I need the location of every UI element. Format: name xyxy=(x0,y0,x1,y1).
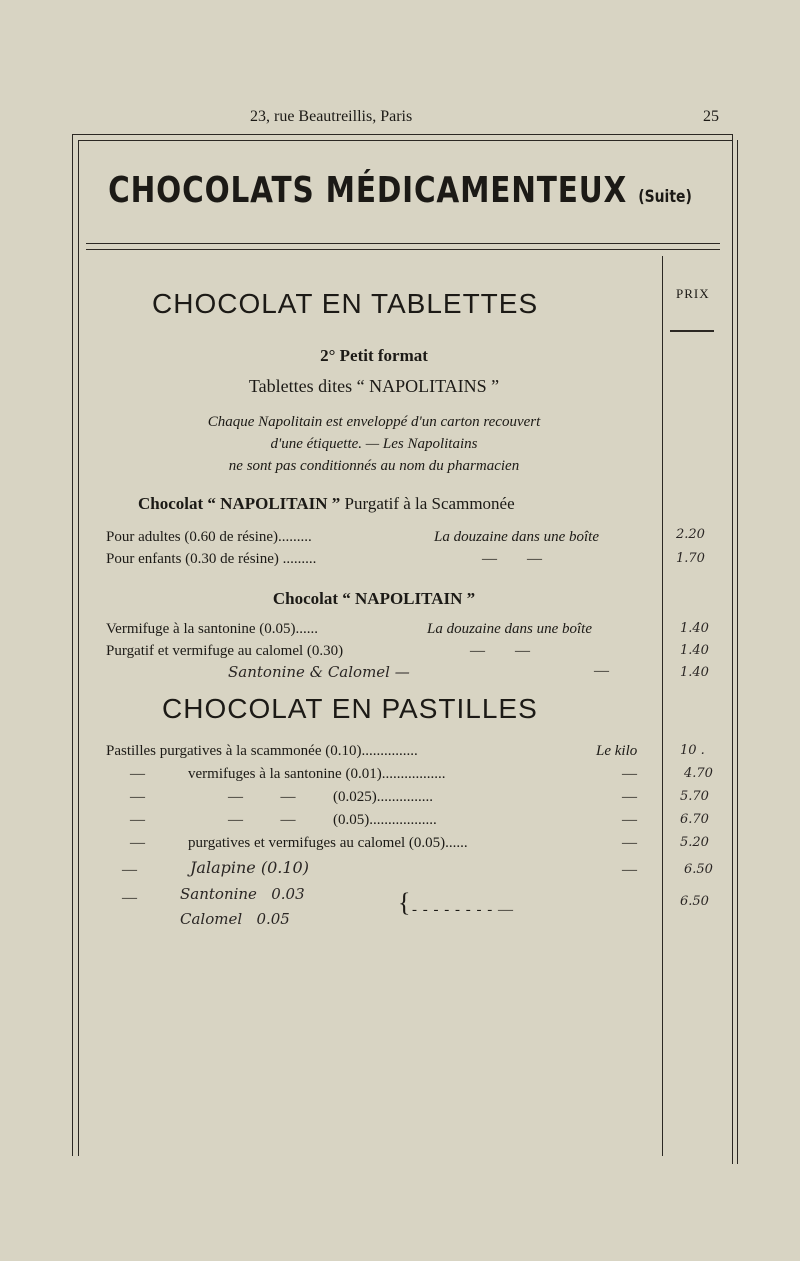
pastille-row-1-price: 10 . xyxy=(680,743,705,758)
pastille-row-4-unit: — xyxy=(622,812,637,828)
note-line-1: Chaque Napolitain est enveloppé d'un carton recouvert xyxy=(207,414,541,430)
group2-heading: Chocolat “ NAPOLITAIN ” xyxy=(272,589,476,608)
section-title-tablettes: CHOCOLAT EN TABLETTES xyxy=(152,288,539,319)
handwritten-row-2-line-2: Calomel 0.05 xyxy=(180,910,290,928)
page-number: 25 xyxy=(703,108,719,125)
item-vermifuge-price: 1.40 xyxy=(680,621,709,636)
pastille-row-4-lead: — xyxy=(130,812,145,828)
item-purgatif-price: 1.40 xyxy=(680,643,709,658)
item-purgatif-unit: — — xyxy=(470,643,530,659)
format-heading: 2° Petit format xyxy=(320,346,428,365)
group1-heading-text: Chocolat “ NAPOLITAIN ” xyxy=(138,494,341,513)
item-adultes-label: Pour adultes (0.60 de résine)......... xyxy=(106,529,312,545)
pastille-row-2-price: 4.70 xyxy=(684,766,713,781)
note-line-2: d'une étiquette. — Les Napolitains xyxy=(270,436,478,452)
pastille-row-1-label: Pastilles purgatives à la scammonée (0.10)............... xyxy=(106,743,418,759)
pastille-row-5-lead: — xyxy=(130,835,145,851)
handwritten-row-2-unit: - - - - - - - - — xyxy=(412,902,514,918)
handwritten-line-dash: — xyxy=(594,663,609,679)
pastille-row-5-price: 5.20 xyxy=(680,835,709,850)
handwritten-row-1-unit: — xyxy=(622,862,637,878)
pastille-row-3-label: — — (0.025)............... xyxy=(228,789,433,805)
item-vermifuge-label: Vermifuge à la santonine (0.05)...... xyxy=(106,621,319,637)
item-enfants-unit: — — xyxy=(482,551,542,567)
pastille-row-3-price: 5.70 xyxy=(680,789,709,804)
page-title-suffix: (Suite) xyxy=(638,187,692,207)
item-adultes-price: 2.20 xyxy=(676,527,705,542)
pastille-row-4-label: — — (0.05).................. xyxy=(228,812,437,828)
item-purgatif-label: Purgatif et vermifuge au calomel (0.30) xyxy=(106,643,344,659)
page-title-text: CHOCOLATS MÉDICAMENTEUX xyxy=(108,170,628,211)
running-header-address: 23, rue Beautreillis, Paris xyxy=(250,108,413,125)
handwritten-row-1-lead: — xyxy=(122,862,137,878)
pastille-row-3-lead: — xyxy=(130,789,145,805)
pastille-row-4-price: 6.70 xyxy=(680,812,709,827)
item-enfants-label: Pour enfants (0.30 de résine) ......... xyxy=(106,551,317,567)
item-enfants-price: 1.70 xyxy=(676,551,705,566)
handwritten-line-price: 1.40 xyxy=(680,665,709,680)
pastille-row-2-lead: — xyxy=(130,766,145,782)
handwritten-row-2-line-1: Santonine 0.03 xyxy=(180,885,305,903)
pastille-row-5-label: purgatives et vermifuges au calomel (0.05)...... xyxy=(188,835,468,851)
pastille-row-2-label: vermifuges à la santonine (0.01)................. xyxy=(188,766,446,782)
pastille-row-3-unit: — xyxy=(622,789,637,805)
handwritten-row-1-text: Jalapine (0.10) xyxy=(190,858,309,877)
group1-heading xyxy=(138,494,515,514)
handwritten-brace: { xyxy=(398,888,411,917)
section-title-pastilles: CHOCOLAT EN PASTILLES xyxy=(162,693,538,724)
group1-heading-extra: Purgatif à la Scammonée xyxy=(344,494,515,513)
price-column-label: PRIX xyxy=(676,286,710,301)
handwritten-row-1-price: 6.50 xyxy=(684,862,713,877)
page-title xyxy=(72,170,728,211)
pastille-row-5-unit: — xyxy=(622,835,637,851)
handwritten-row-2-price: 6.50 xyxy=(680,894,709,909)
item-adultes-unit: La douzaine dans une boîte xyxy=(434,529,599,545)
item-vermifuge-unit: La douzaine dans une boîte xyxy=(427,621,592,637)
handwritten-row-2-lead: — xyxy=(122,890,137,906)
handwritten-santonine-calomel: Santonine & Calomel — xyxy=(228,663,410,681)
pastille-row-2-unit: — xyxy=(622,766,637,782)
note-line-3: ne sont pas conditionnés au nom du pharmacien xyxy=(228,458,520,474)
subtitle-napolitains: Tablettes dites “ NAPOLITAINS ” xyxy=(248,376,500,396)
pastille-row-1-unit: Le kilo xyxy=(596,743,638,759)
